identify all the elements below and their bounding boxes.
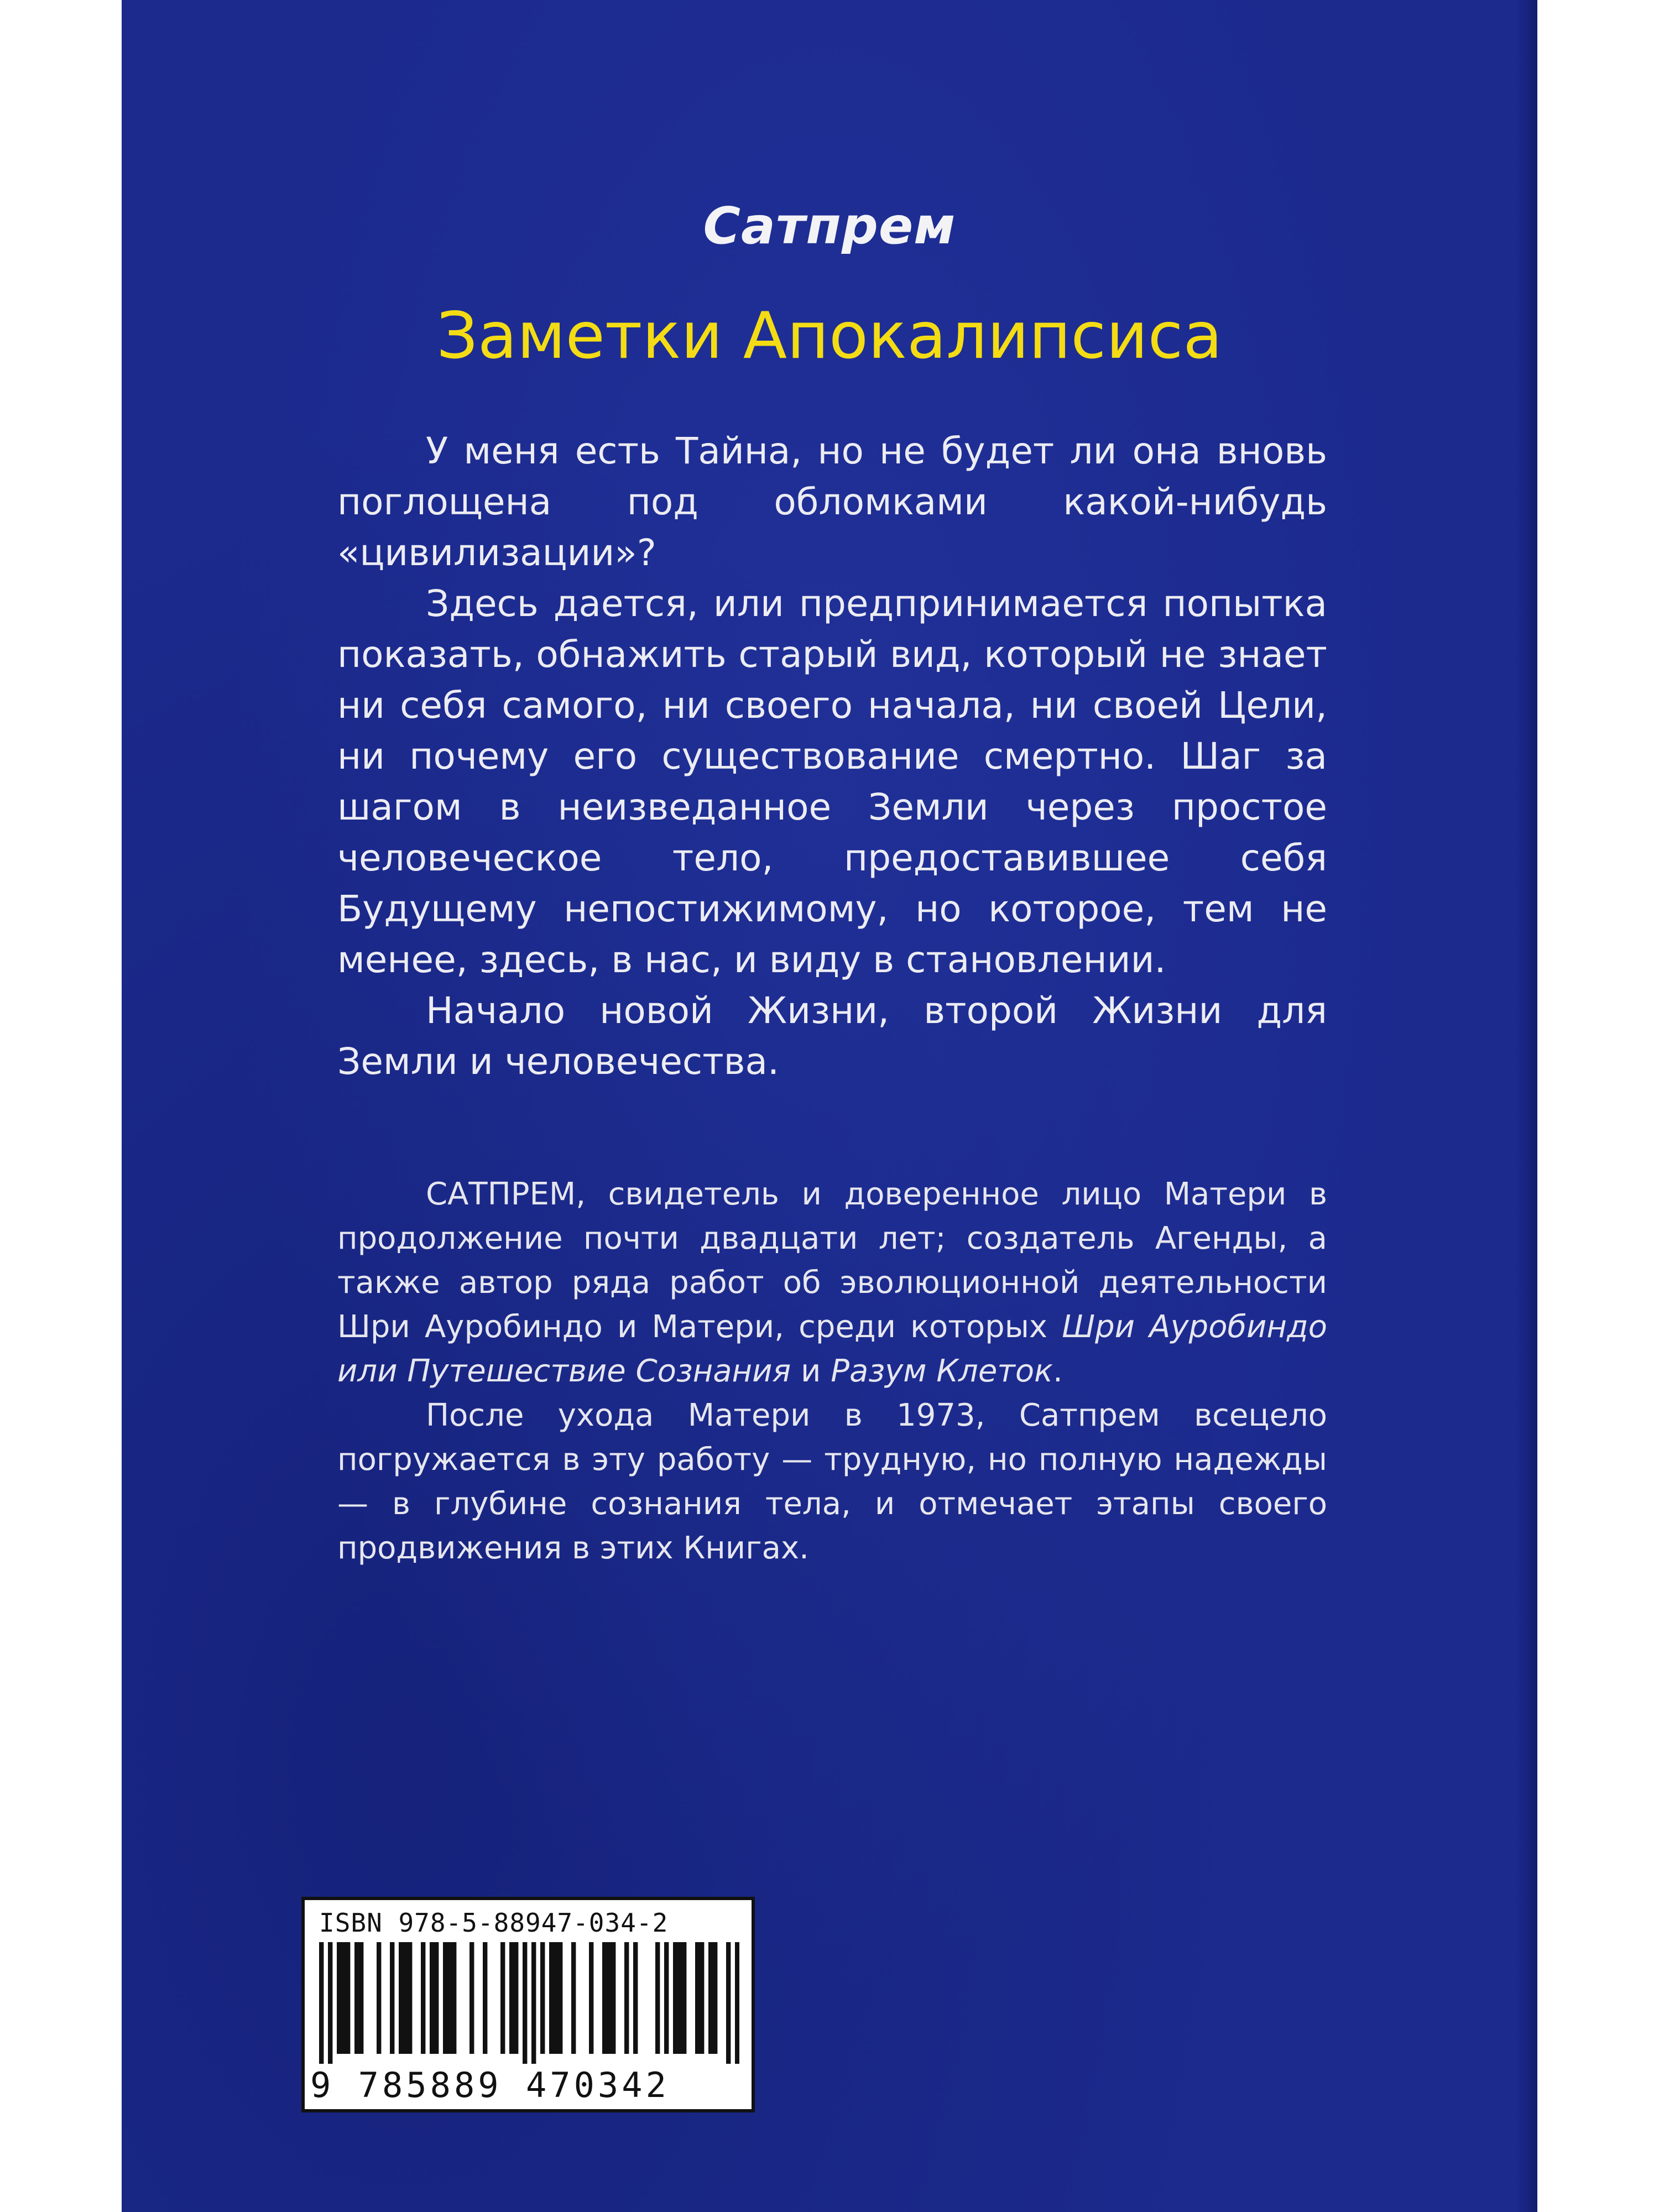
barcode-bar <box>664 1942 669 2054</box>
barcode-bar <box>540 1942 545 2054</box>
author-name: Сатпрем <box>703 196 956 255</box>
barcode-bar <box>469 1942 474 2054</box>
book-title: Заметки Апокалипсиса <box>436 299 1223 373</box>
blurb-paragraph-2: Здесь дается, или предпринимается попытка показать, обнажить старый вид, который не знает ни себя самого, ни своего начала, ни своей Цели, ни почему его существование смертно. Шаг за шагом в неизведанное Земли через простое человеческое тело, предоставившее себя Будущему непостижимому, но которое, тем не менее, здесь, в нас, и виду в становлении. <box>337 582 1327 981</box>
barcode-bar <box>390 1942 394 2054</box>
barcode-bars <box>319 1942 739 2064</box>
barcode-bar <box>602 1942 607 2054</box>
barcode-bar <box>735 1942 739 2064</box>
barcode-bar <box>328 1942 332 2064</box>
barcode-bar <box>452 1942 456 2054</box>
barcode-bar <box>531 1942 536 2064</box>
barcode-bar <box>673 1942 677 2054</box>
barcode-bar <box>514 1942 518 2054</box>
barcode-bar <box>421 1942 425 2054</box>
barcode-bar <box>589 1942 593 2054</box>
barcode-bar <box>354 1942 359 2054</box>
barcode-bar <box>359 1942 363 2054</box>
isbn-text: ISBN 978-5-88947-034-2 <box>319 1908 669 1938</box>
barcode-bar <box>633 1942 638 2054</box>
barcode-bar <box>611 1942 615 2054</box>
barcode-bar <box>447 1942 452 2054</box>
barcode-bar <box>558 1942 562 2054</box>
bio-book-2: Разум Клеток <box>831 1353 1053 1389</box>
barcode-bar <box>700 1942 704 2054</box>
bio-paragraph-1 <box>337 1172 1327 1394</box>
blurb-paragraph-1: У меня есть Тайна, но не будет ли она вновь поглощена под обломками какой-нибудь «цивилизации»? <box>337 430 1327 574</box>
bio-book-1: Шри Ауробиндо или Путешествие Сознания <box>337 1309 1328 1389</box>
barcode-bar <box>346 1942 350 2054</box>
barcode-bar <box>655 1942 660 2054</box>
barcode-bar <box>483 1942 487 2054</box>
blurb-paragraph-3: Начало новой Жизни, второй Жизни для Земли и человечества. <box>337 989 1327 1083</box>
barcode-bar <box>523 1942 527 2064</box>
barcode-bar <box>408 1942 412 2054</box>
bio-text-end: . <box>1053 1353 1063 1389</box>
barcode-bar <box>549 1942 554 2054</box>
barcode-bar <box>682 1942 686 2054</box>
barcode-bar <box>341 1942 346 2054</box>
barcode-bar <box>377 1942 381 2054</box>
barcode-bar <box>695 1942 700 2054</box>
barcode-label <box>301 1897 755 2112</box>
barcode-bar <box>403 1942 408 2054</box>
barcode-bar <box>319 1942 324 2064</box>
barcode-bar <box>624 1942 629 2054</box>
barcode-bar <box>554 1942 558 2054</box>
blurb-text <box>337 426 1327 1087</box>
barcode-bar <box>708 1942 713 2054</box>
bio-conjunction: и <box>791 1353 831 1389</box>
back-cover <box>122 0 1537 2212</box>
barcode-bar <box>399 1942 403 2054</box>
barcode-bar <box>726 1942 731 2064</box>
barcode-bar <box>677 1942 682 2054</box>
barcode-bar <box>430 1942 434 2054</box>
bio-paragraph-2: После ухода Матери в 1973, Сатпрем всецело погружается в эту работу — трудную, но полную надежды — в глубине сознания тела, и отмечает этапы своего продвижения в этих Книгах. <box>337 1397 1327 1566</box>
barcode-bar <box>571 1942 576 2054</box>
barcode-digits: 9 785889 470342 <box>310 2065 670 2105</box>
barcode-bar <box>434 1942 439 2054</box>
barcode-bar <box>337 1942 341 2054</box>
author-bio <box>337 1172 1327 1571</box>
barcode-bar <box>443 1942 447 2054</box>
barcode-bar <box>607 1942 611 2054</box>
bio-text-start: САТПРЕМ, свидетель и доверенное лицо Матери в продолжение почти двадцати лет; создатель Агенды, а также автор ряда работ об эволюционной деятельности Шри Ауробиндо и Матери, среди которых <box>337 1176 1327 1345</box>
barcode-bar <box>509 1942 514 2054</box>
barcode-bar <box>500 1942 505 2054</box>
barcode-bar <box>713 1942 717 2054</box>
